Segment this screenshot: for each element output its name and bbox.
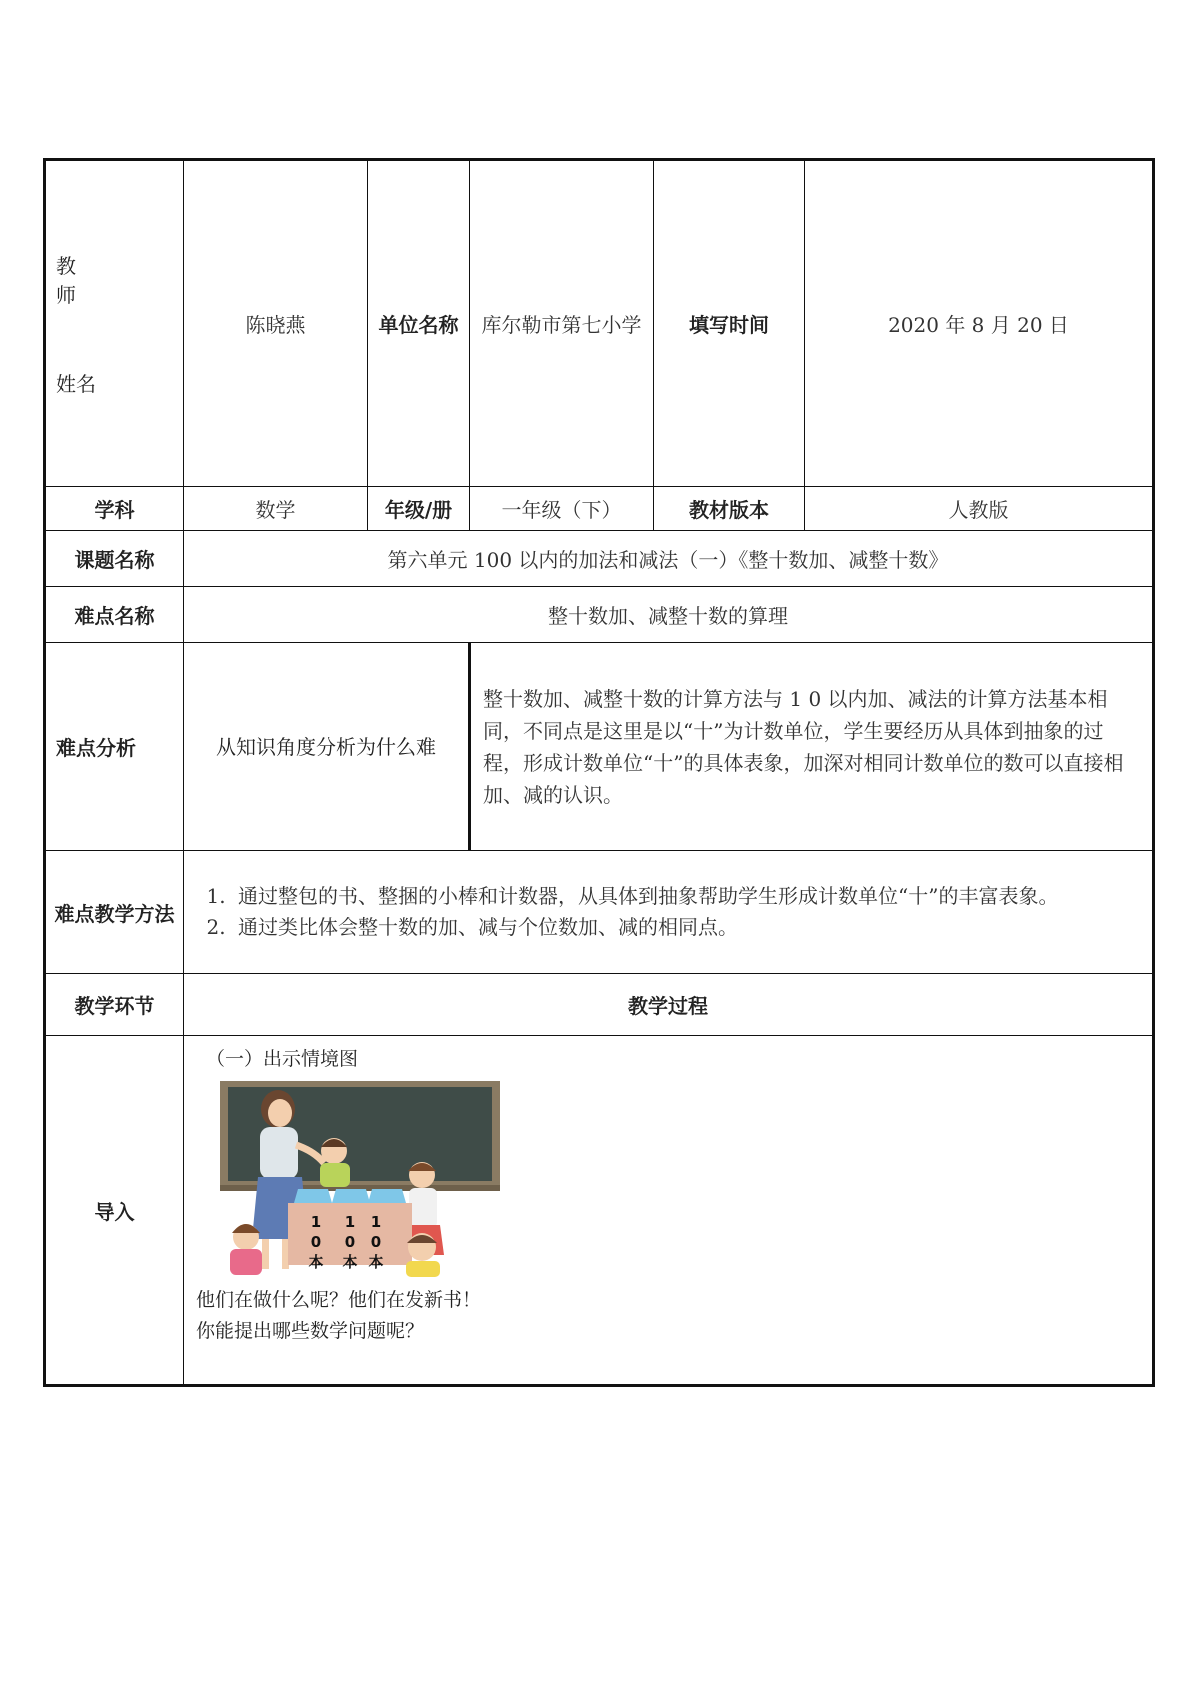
edition-label: 教材版本 — [654, 487, 805, 531]
unit-label: 单位名称 — [368, 160, 470, 487]
topic-row — [45, 531, 1154, 587]
subject-row — [45, 487, 1154, 531]
analysis-row — [45, 643, 1154, 851]
process-value: 教学过程 — [184, 974, 1154, 1036]
unit-value: 库尔勒市第七小学 — [470, 160, 654, 487]
process-label: 教学环节 — [45, 974, 184, 1036]
book-count-label: 1 0 本 — [308, 1213, 324, 1271]
methods-list — [184, 851, 1154, 974]
teacher-name-value: 陈晓燕 — [184, 160, 368, 487]
methods-label: 难点教学方法 — [45, 851, 184, 974]
methods-item: 2. 通过类比体会整十数的加、减与个位数加、减的相同点。 — [232, 912, 1140, 943]
header-row — [45, 160, 1154, 487]
analysis-angle: 从知识角度分析为什么难 — [184, 643, 470, 851]
topic-value: 第六单元 100 以内的加法和减法（一）《整十数加、减整十数》 — [184, 531, 1154, 587]
analysis-label: 难点分析 — [45, 643, 184, 851]
intro-content — [184, 1036, 1154, 1386]
intro-question-1: 他们在做什么呢？他们在发新书！ — [196, 1289, 482, 1311]
book-stacks — [294, 1189, 406, 1203]
process-row — [45, 974, 1154, 1036]
intro-label: 导入 — [45, 1036, 184, 1386]
difficulty-value: 整十数加、减整十数的算理 — [184, 587, 1154, 643]
teacher-name-label: 教 师 姓名 — [45, 160, 184, 487]
lesson-plan-table — [43, 158, 1155, 1387]
intro-row — [45, 1036, 1154, 1386]
date-label: 填写时间 — [654, 160, 805, 487]
edition-value: 人教版 — [805, 487, 1154, 531]
intro-subtitle: （一）出示情境图 — [206, 1048, 359, 1070]
girl-left-figure — [230, 1224, 262, 1275]
difficulty-label: 难点名称 — [45, 587, 184, 643]
topic-label: 课题名称 — [45, 531, 184, 587]
subject-value: 数学 — [184, 487, 368, 531]
book-count-label: 1 0 本 — [368, 1213, 384, 1271]
methods-row — [45, 851, 1154, 974]
grade-label: 年级/册 — [368, 487, 470, 531]
difficulty-row — [45, 587, 1154, 643]
book-count-label: 1 0 本 — [342, 1213, 358, 1271]
classroom-scene-illustration — [216, 1079, 516, 1279]
grade-value: 一年级（下） — [470, 487, 654, 531]
subject-label: 学科 — [45, 487, 184, 531]
intro-question-2: 你能提出哪些数学问题呢？ — [196, 1320, 425, 1342]
methods-item: 1. 通过整包的书、整捆的小棒和计数器，从具体到抽象帮助学生形成计数单位“十”的丰富表象。 — [232, 881, 1140, 912]
date-value: 2020 年 8 月 20 日 — [805, 160, 1154, 487]
analysis-text: 整十数加、减整十数的计算方法与 1 0 以内加、减法的计算方法基本相同，不同点是这里是以“十”为计数单位，学生要经历从具体到抽象的过程，形成计数单位“十”的具体表象，加深对相同计数单位的数可以直接相加、减的认识。 — [470, 643, 1154, 851]
